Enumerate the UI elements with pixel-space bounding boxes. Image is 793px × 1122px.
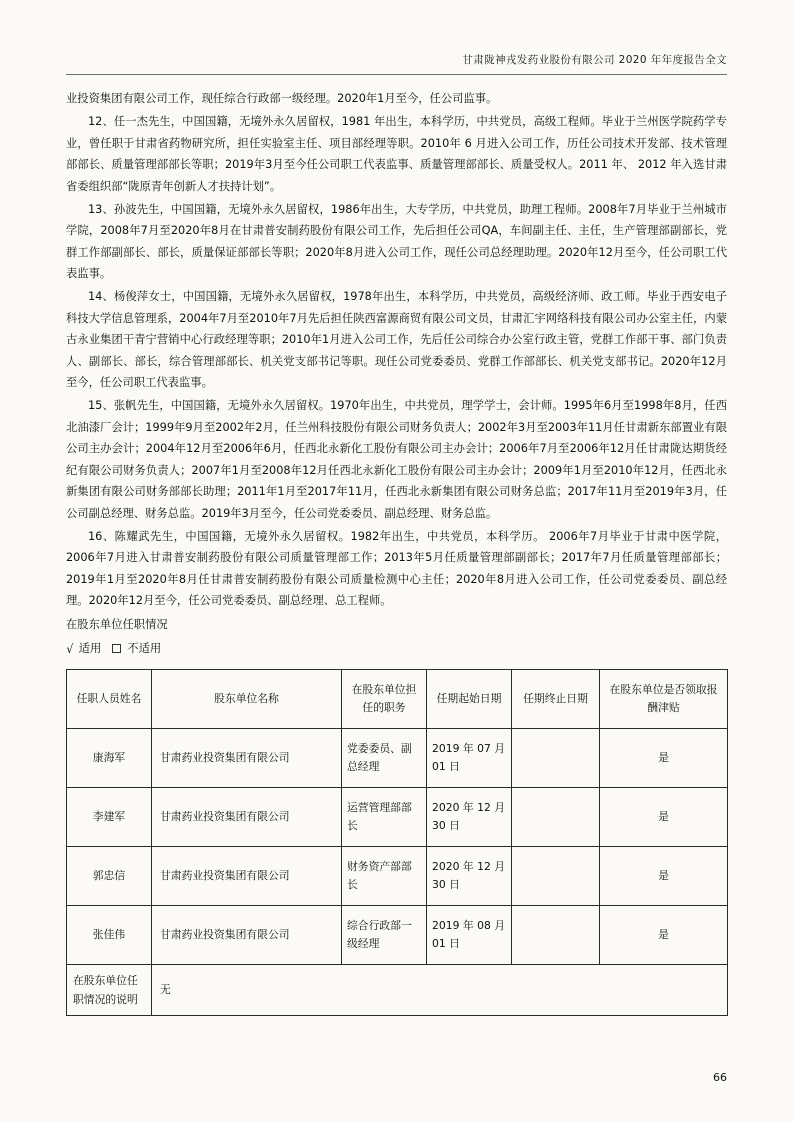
cell-unit: 甘肃药业投资集团有限公司: [152, 906, 342, 965]
cell-paid: 是: [600, 906, 728, 965]
checked-mark-icon[interactable]: √: [66, 642, 74, 656]
column-header-unit: 股东单位名称: [152, 670, 342, 729]
column-header-start-date: 任期起始日期: [427, 670, 512, 729]
cell-position: 综合行政部一级经理: [342, 906, 427, 965]
paragraph-item-14: 14、杨俊萍女士，中国国籍，无境外永久居留权，1978年出生，本科学历，中共党员，高级经济师、政工师。毕业于西安电子科技大学信息管理系，2004年7月至2010年7月先后担任陕西富源商贸有限公司文员，甘肃汇宇网络科技有限公司办公室主任，内蒙古永业集团干青宁营销中心行政经理等职；2010年1月进入公司工作，先后任公司综合办公室行政主管，党群工作部干事、部门负责人、副部长、部长，综合管理部部长、机关党支部书记等职。现任公司党委委员、党群工作部部长、机关党支部书记。2020年12月至今，任公司职工代表监事。: [66, 290, 727, 389]
cell-start-date: 2019 年 07 月 01 日: [427, 729, 512, 788]
table-row: [67, 729, 728, 788]
paragraph-item-16: 16、陈耀武先生，中国国籍，无境外永久居留权。1982年出生，中共党员，本科学历。 2006年7月毕业于甘肃中医学院，2006年7月进入甘肃普安制药股份有限公司质量管理部工作；2013年5月任质量管理部副部长；2017年7月任质量管理部部长；2019年1月至2020年8月任甘肃普安制药股份有限公司质量检测中心主任；2020年8月进入公司工作，任公司党委委员、副总经理。2020年12月至今，任公司党委委员、副总经理、总工程师。: [66, 529, 727, 607]
applicability-row: [66, 637, 727, 661]
cell-paid: 是: [600, 729, 728, 788]
cell-unit: 甘肃药业投资集团有限公司: [152, 729, 342, 788]
applicable-label: 适用: [78, 642, 102, 655]
page-number: 66: [713, 1071, 727, 1084]
column-header-end-date: 任期终止日期: [512, 670, 600, 729]
cell-position: 财务资产部部长: [342, 847, 427, 906]
cell-name: 李建军: [67, 788, 152, 847]
cell-unit: 甘肃药业投资集团有限公司: [152, 847, 342, 906]
cell-paid: 是: [600, 788, 728, 847]
cell-start-date: 2020 年 12 月 30 日: [427, 788, 512, 847]
cell-unit: 甘肃药业投资集团有限公司: [152, 788, 342, 847]
paragraph-item-13: 13、孙波先生，中国国籍，无境外永久居留权，1986年出生，大专学历，中共党员，助理工程师。2008年7月毕业于兰州城市学院，2008年7月至2020年8月在甘肃普安制药股份有限公司工作，先后担任公司QA，车间副主任、主任，生产管理部副部长，党群工作部副部长、部长，质量保证部部长等职；2020年8月进入公司工作，现任公司总经理助理。2020年12月至今，任公司职工代表监事。: [66, 202, 727, 280]
unchecked-box-icon[interactable]: [112, 644, 121, 653]
note-label: 在股东单位任职情况的说明: [67, 965, 152, 1016]
cell-end-date: [512, 729, 600, 788]
cell-start-date: 2020 年 12 月 30 日: [427, 847, 512, 906]
cell-position: 党委委员、副总经理: [342, 729, 427, 788]
running-header: 甘肃陇神戎发药业股份有限公司 2020 年年度报告全文: [462, 54, 727, 66]
table-header-row: [67, 670, 728, 729]
cell-name: 张佳伟: [67, 906, 152, 965]
not-applicable-label: 不适用: [127, 642, 162, 655]
paragraph-continuation: 业投资集团有限公司工作，现任综合行政部一级经理。2020年1月至今，任公司监事。: [66, 92, 498, 105]
table-row: [67, 906, 728, 965]
table-row: [67, 788, 728, 847]
paragraph-item-12: 12、任一杰先生，中国国籍，无境外永久居留权，1981 年出生，本科学历，中共党员，高级工程师。毕业于兰州医学院药学专业，曾任职于甘肃省药物研究所，担任实验室主任、项目部经理等职。2010年 6 月进入公司工作，历任公司技术开发部、技术管理部部长、质量管理部部长等职；2019年3月至今任公司职工代表监事、质量管理部部长、质量受权人。2011 年、 2012 年入选甘肃省委组织部“陇原青年创新人才扶持计划”。: [66, 115, 727, 193]
cell-name: 康海军: [67, 729, 152, 788]
header-divider: [66, 74, 727, 75]
cell-end-date: [512, 788, 600, 847]
shareholder-positions-table: [66, 669, 728, 1016]
table-note-row: [67, 965, 728, 1016]
cell-start-date: 2019 年 08 月 01 日: [427, 906, 512, 965]
page-content: [66, 88, 727, 1016]
table-row: [67, 847, 728, 906]
paragraph-item-15: 15、张帆先生，中国国籍，无境外永久居留权。1970年出生，中共党员，理学学士，会计师。1995年6月至1998年8月，任西北油漆厂会计；1999年9月至2002年2月，任兰州科技股份有限公司财务负责人；2002年3月至2003年11月任甘肃新东部置业有限公司主办会计；2004年12月至2006年6月，任西北永新化工股份有限公司主办会计；2006年7月至2006年12月任甘肃陇达期货经纪有限公司财务负责人；2007年1月至2008年12月任西北永新化工股份有限公司主办会计；2009年1月至2010年12月，任西北永新集团有限公司财务部部长助理；2011年1月至2017年11月，任西北永新集团有限公司财务总监；2017年11月至2019年3月，任公司副总经理、财务总监。2019年3月至今，任公司党委委员、副总经理、财务总监。: [66, 399, 727, 520]
cell-paid: 是: [600, 847, 728, 906]
column-header-name: 任职人员姓名: [67, 670, 152, 729]
column-header-position: 在股东单位担任的职务: [342, 670, 427, 729]
cell-end-date: [512, 847, 600, 906]
cell-end-date: [512, 906, 600, 965]
cell-position: 运营管理部部长: [342, 788, 427, 847]
note-value: 无: [152, 965, 728, 1016]
cell-name: 郭忠信: [67, 847, 152, 906]
column-header-paid: 在股东单位是否领取报酬津贴: [600, 670, 728, 729]
section-title: 在股东单位任职情况: [66, 617, 168, 631]
